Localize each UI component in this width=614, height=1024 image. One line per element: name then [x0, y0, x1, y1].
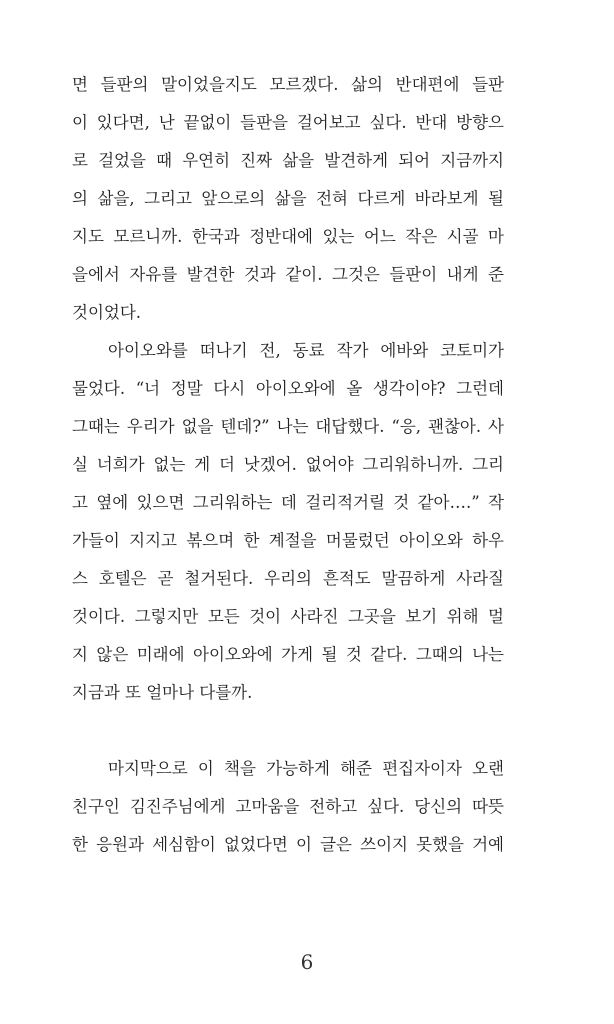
text-line: 고 옆에 있으면 그리워하는 데 걸리적거릴 것 같아….” 작: [72, 493, 504, 512]
page-number: 6: [300, 950, 314, 974]
paragraph-1: [72, 66, 504, 332]
text-line: 이 있다면, 난 끝없이 들판을 걸어보고 싶다. 반대 방향으: [72, 113, 504, 132]
text-line: 그때는 우리가 없을 텐데?” 나는 대답했다. “응, 괜찮아. 사: [72, 417, 504, 436]
text-line: 아이오와를 떠나기 전, 동료 작가 에바와 코토미가: [108, 341, 504, 360]
text-line: 물었다. “너 정말 다시 아이오와에 올 생각이야? 그런데: [72, 379, 504, 398]
text-line: 스 호텔은 곧 철거된다. 우리의 흔적도 말끔하게 사라질: [72, 569, 504, 588]
text-line: 을에서 자유를 발견한 것과 같이. 그것은 들판이 내게 준: [72, 265, 504, 284]
paragraph-2: [72, 332, 504, 712]
text-line: 것이다. 그렇지만 모든 것이 사라진 그곳을 보기 위해 멀: [72, 607, 504, 626]
text-line: 지금과 또 얼마나 다를까.: [72, 683, 253, 702]
text-line: 실 너희가 없는 게 더 낫겠어. 없어야 그리워하니까. 그리: [72, 455, 504, 474]
text-line: 한 응원과 세심함이 없었다면 이 글은 쓰이지 못했을 거예: [72, 835, 504, 854]
text-line: 의 삶을, 그리고 앞으로의 삶을 전혀 다르게 바라보게 될: [72, 189, 504, 208]
text-line: 친구인 김진주님에게 고마움을 전하고 싶다. 당신의 따뜻: [72, 797, 504, 816]
text-line: 가들이 지지고 볶으며 한 계절을 머물렀던 아이오와 하우: [72, 531, 504, 550]
text-line: 면 들판의 말이었을지도 모르겠다. 삶의 반대편에 들판: [72, 75, 504, 94]
text-line: 것이었다.: [72, 303, 142, 322]
text-line: 마지막으로 이 책을 가능하게 해준 편집자이자 오랜: [108, 759, 504, 778]
text-line: 지도 모르니까. 한국과 정반대에 있는 어느 작은 시골 마: [72, 227, 504, 246]
paragraph-3: [72, 750, 504, 864]
text-line: 로 걸었을 때 우연히 진짜 삶을 발견하게 되어 지금까지: [72, 151, 504, 170]
text-line: 지 않은 미래에 아이오와에 가게 될 것 같다. 그때의 나는: [72, 645, 504, 664]
